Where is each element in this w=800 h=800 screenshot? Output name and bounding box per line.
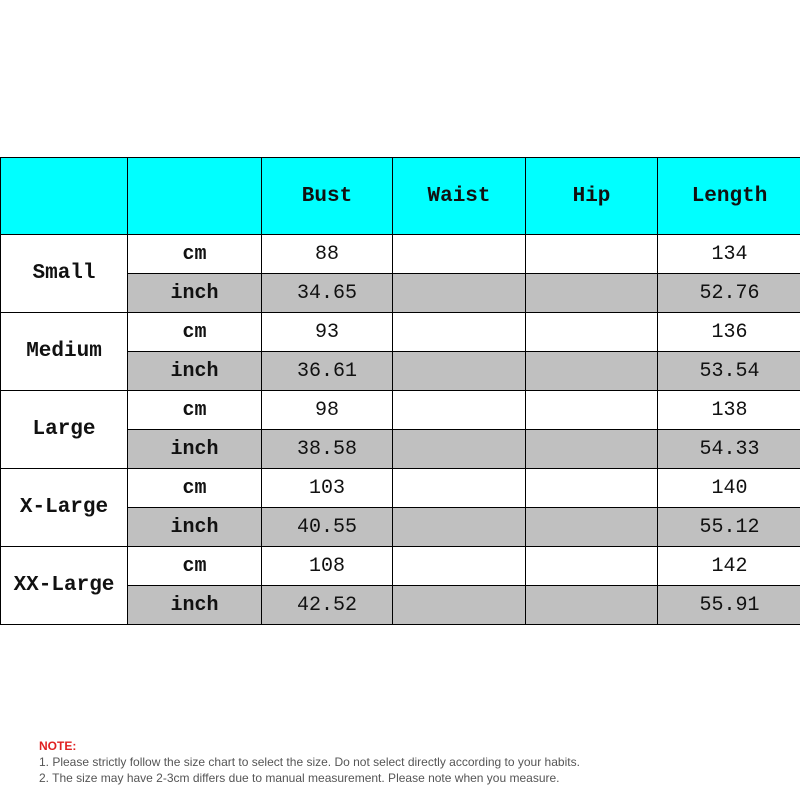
unit-cm-label: cm — [128, 235, 262, 274]
bust-cm-value: 108 — [262, 547, 393, 586]
length-cm-value: 138 — [658, 391, 800, 430]
hip-cm-value — [526, 313, 658, 352]
table-row — [1, 313, 800, 352]
waist-cm-value — [393, 313, 526, 352]
hip-inch-value — [526, 274, 658, 313]
waist-cm-value — [393, 547, 526, 586]
bust-cm-value: 103 — [262, 469, 393, 508]
length-inch-value: 55.12 — [658, 508, 800, 547]
bust-inch-value: 34.65 — [262, 274, 393, 313]
size-label-xx-large: XX-Large — [1, 547, 128, 625]
length-inch-value: 54.33 — [658, 430, 800, 469]
hip-cm-value — [526, 547, 658, 586]
bust-cm-value: 93 — [262, 313, 393, 352]
hip-inch-value — [526, 430, 658, 469]
size-label-medium: Medium — [1, 313, 128, 391]
hip-inch-value — [526, 508, 658, 547]
unit-inch-label: inch — [128, 274, 262, 313]
table-row — [1, 547, 800, 586]
waist-inch-value — [393, 430, 526, 469]
unit-cm-label: cm — [128, 313, 262, 352]
waist-cm-value — [393, 391, 526, 430]
header-corner-cell — [1, 158, 128, 235]
length-cm-value: 142 — [658, 547, 800, 586]
header-hip: Hip — [526, 158, 658, 235]
hip-inch-value — [526, 586, 658, 625]
unit-cm-label: cm — [128, 547, 262, 586]
header-unit-cell — [128, 158, 262, 235]
table-row — [1, 235, 800, 274]
size-chart-table — [0, 157, 800, 625]
hip-cm-value — [526, 469, 658, 508]
size-label-large: Large — [1, 391, 128, 469]
length-cm-value: 140 — [658, 469, 800, 508]
waist-inch-value — [393, 586, 526, 625]
header-waist: Waist — [393, 158, 526, 235]
hip-cm-value — [526, 391, 658, 430]
bust-inch-value: 42.52 — [262, 586, 393, 625]
bust-cm-value: 98 — [262, 391, 393, 430]
unit-inch-label: inch — [128, 586, 262, 625]
note-title: NOTE: — [39, 739, 77, 753]
length-inch-value: 52.76 — [658, 274, 800, 313]
unit-inch-label: inch — [128, 352, 262, 391]
bust-inch-value: 38.58 — [262, 430, 393, 469]
bust-inch-value: 40.55 — [262, 508, 393, 547]
unit-cm-label: cm — [128, 469, 262, 508]
length-inch-value: 55.91 — [658, 586, 800, 625]
waist-cm-value — [393, 235, 526, 274]
table-row — [1, 469, 800, 508]
note-line-1: 1. Please strictly follow the size chart to select the size. Do not select directly according to your habits. — [39, 755, 580, 769]
unit-inch-label: inch — [128, 430, 262, 469]
length-inch-value: 53.54 — [658, 352, 800, 391]
table-row — [1, 391, 800, 430]
length-cm-value: 134 — [658, 235, 800, 274]
waist-cm-value — [393, 469, 526, 508]
waist-inch-value — [393, 508, 526, 547]
hip-inch-value — [526, 352, 658, 391]
hip-cm-value — [526, 235, 658, 274]
header-row — [1, 158, 800, 235]
size-label-small: Small — [1, 235, 128, 313]
bust-inch-value: 36.61 — [262, 352, 393, 391]
unit-inch-label: inch — [128, 508, 262, 547]
waist-inch-value — [393, 352, 526, 391]
bust-cm-value: 88 — [262, 235, 393, 274]
length-cm-value: 136 — [658, 313, 800, 352]
unit-cm-label: cm — [128, 391, 262, 430]
note-line-2: 2. The size may have 2-3cm differs due to manual measurement. Please note when you measure. — [39, 771, 560, 785]
size-note — [39, 738, 580, 786]
header-bust: Bust — [262, 158, 393, 235]
waist-inch-value — [393, 274, 526, 313]
size-label-x-large: X-Large — [1, 469, 128, 547]
header-length: Length — [658, 158, 800, 235]
